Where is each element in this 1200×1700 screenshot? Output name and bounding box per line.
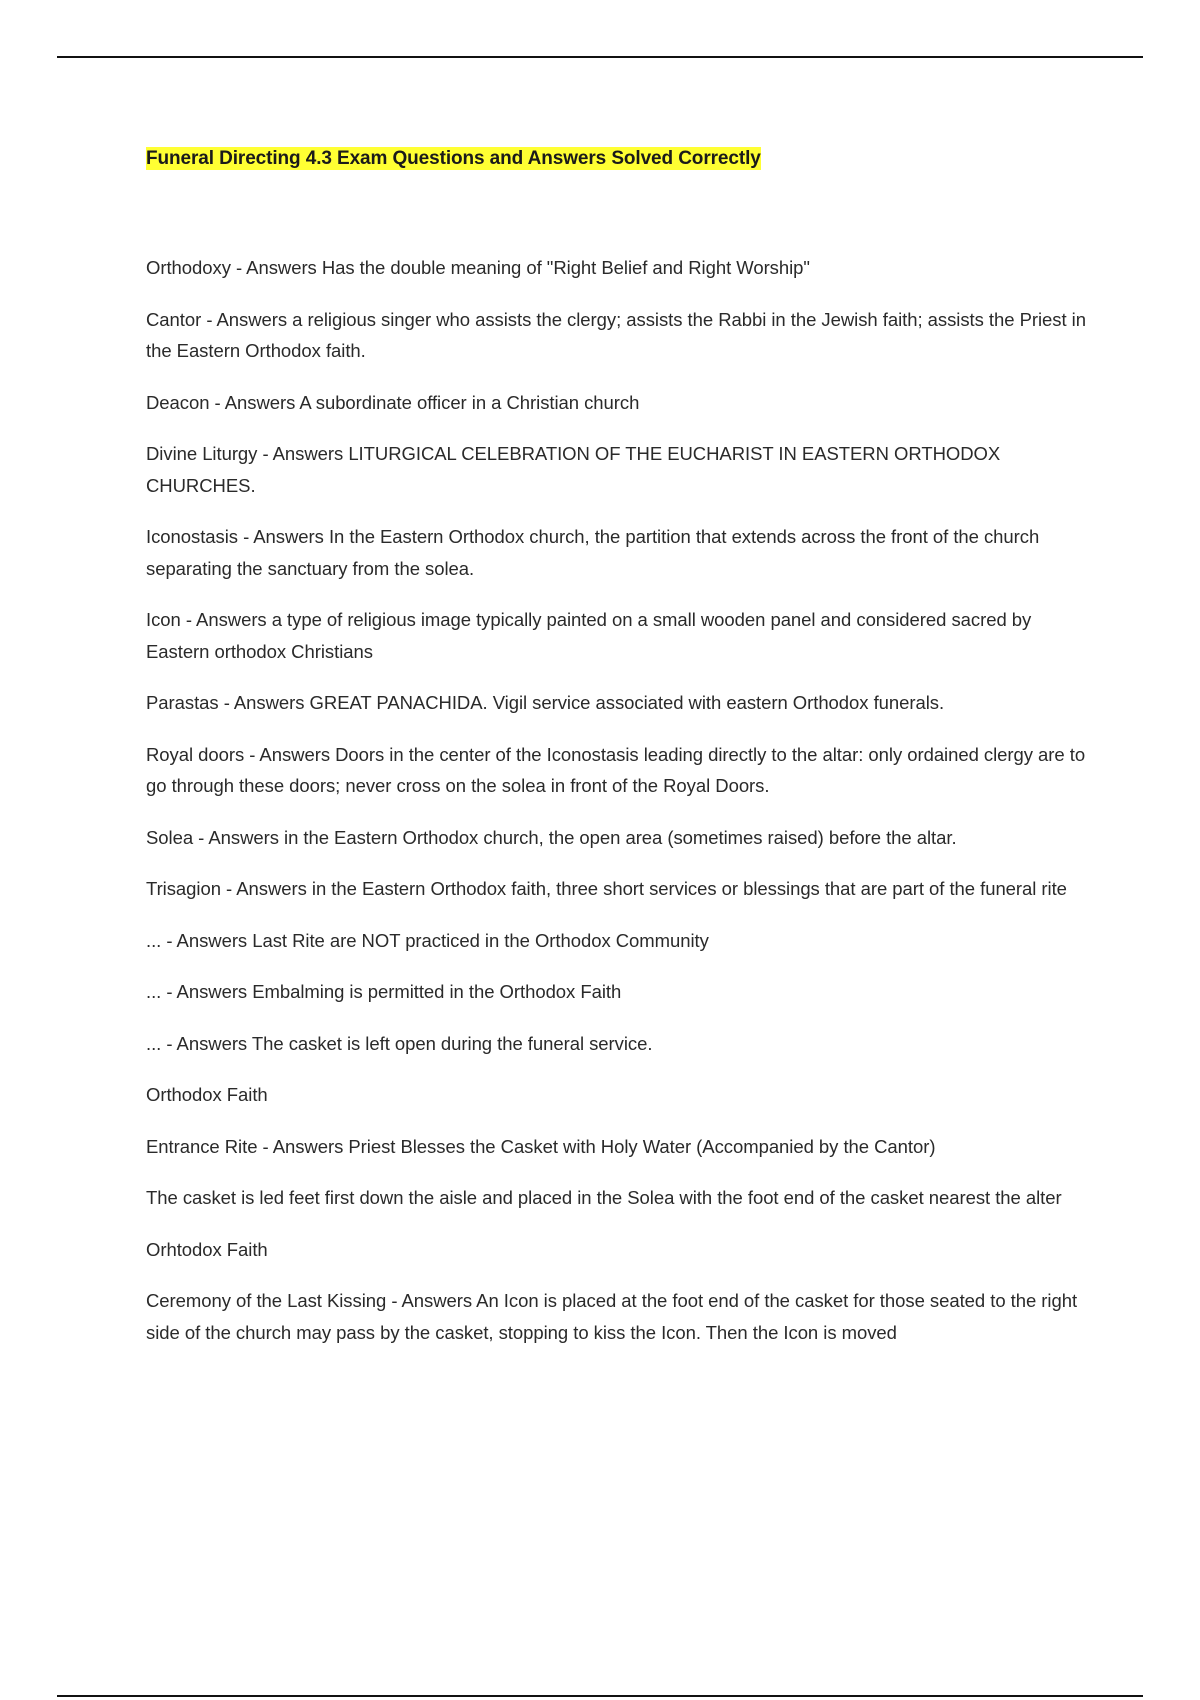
- entry-deacon: Deacon - Answers A subordinate officer in a Christian church: [146, 391, 640, 413]
- title-block: [146, 146, 1096, 172]
- bottom-rule: [57, 1695, 1143, 1697]
- document-title: Funeral Directing 4.3 Exam Questions and Answers Solved Correctly: [146, 148, 761, 169]
- entry-orthodoxy: Orthodoxy - Answers Has the double meaning of "Right Belief and Right Worship": [146, 257, 810, 278]
- entry-list: [146, 252, 1096, 1348]
- top-rule: [57, 56, 1143, 58]
- entry-divine-liturgy: Divine Liturgy - Answers LITURGICAL CELEBRATION OF THE EUCHARIST IN EASTERN ORTHODOX CHURCHES.: [146, 443, 1001, 496]
- entry-iconostasis: Iconostasis - Answers In the Eastern Orthodox church, the partition that extends across the front of the church separating the sanctuary from the solea.: [146, 526, 1040, 579]
- entry-orthodox-faith: Orthodox Faith: [146, 1084, 268, 1105]
- entry-cantor: Cantor - Answers a religious singer who assists the clergy; assists the Rabbi in the Jewish faith; assists the Priest in the Eastern Orthodox faith.: [146, 308, 1086, 361]
- entry-orhtodox-faith: Orhtodox Faith: [146, 1238, 268, 1260]
- entry-last-kissing: Ceremony of the Last Kissing - Answers An Icon is placed at the foot end of the casket for those seated to the right side of the church may pass by the casket, stopping to kiss the Icon. Then the Icon is moved: [146, 1290, 1078, 1343]
- entry-parastas: Parastas - Answers GREAT PANACHIDA. Vigil service associated with eastern Orthodox funerals.: [146, 692, 945, 713]
- document-body: [146, 146, 1096, 1368]
- entry-last-rite: ... - Answers Last Rite are NOT practiced in the Orthodox Community: [146, 929, 709, 951]
- entry-casket-open: ... - Answers The casket is left open during the funeral service.: [146, 1032, 653, 1054]
- entry-embalming: ... - Answers Embalming is permitted in the Orthodox Faith: [146, 981, 622, 1002]
- entry-solea: Solea - Answers in the Eastern Orthodox church, the open area (sometimes raised) before the altar.: [146, 826, 957, 848]
- entry-icon: Icon - Answers a type of religious image typically painted on a small wooden panel and considered sacred by Eastern orthodox Christians: [146, 609, 1032, 662]
- entry-casket-led: The casket is led feet first down the aisle and placed in the Solea with the foot end of the casket nearest the alter: [146, 1187, 1062, 1208]
- entry-entrance-rite: Entrance Rite - Answers Priest Blesses the Casket with Holy Water (Accompanied by the Cantor): [146, 1135, 936, 1157]
- entry-trisagion: Trisagion - Answers in the Eastern Orthodox faith, three short services or blessings that are part of the funeral rite: [146, 878, 1067, 899]
- entry-royal-doors: Royal doors - Answers Doors in the center of the Iconostasis leading directly to the altar: only ordained clergy are to go through these doors; never cross on the solea in front of the Royal Doors.: [146, 743, 1086, 796]
